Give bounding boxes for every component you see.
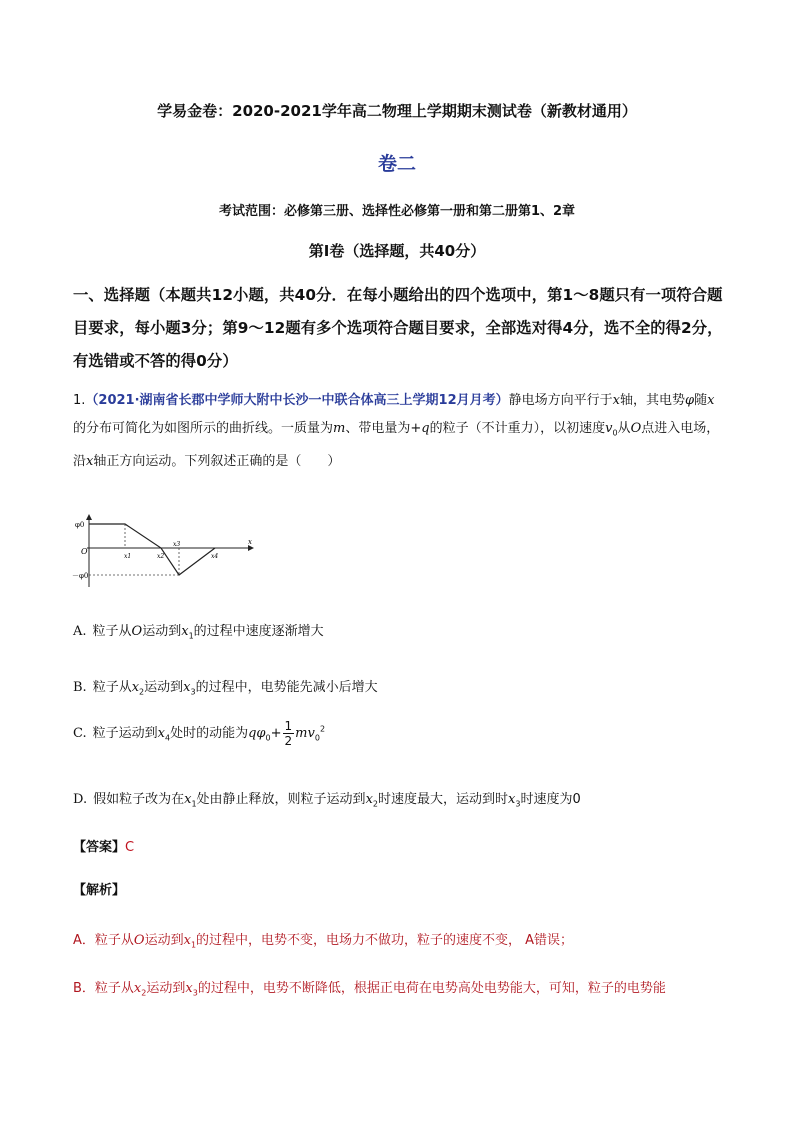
option-sub: 0 <box>265 733 271 743</box>
answer-line <box>73 836 134 855</box>
exam-title: 学易金卷：2020-2021学年高二物理上学期期末测试卷（新教材通用） <box>157 102 637 120</box>
option-c[interactable] <box>73 719 325 748</box>
option-text: 处由静止释放，则粒子运动到 <box>196 792 366 807</box>
analysis-heading: 【解析】 <box>73 883 126 898</box>
exam-scope: 考试范围：必修第三册、选择性必修第一册和第二册第1、2章 <box>218 204 576 219</box>
stem-text: 点进入电场，沿 <box>73 421 720 469</box>
stem-text: 静电场方向平行于 <box>508 393 613 408</box>
fraction-one-half <box>283 719 295 748</box>
analysis-sub: 1 <box>190 940 197 950</box>
option-text: 时速度为0 <box>520 792 581 807</box>
stem-text: 随 <box>694 393 708 408</box>
option-sub: 4 <box>164 733 171 743</box>
analysis-text: 的过程中，电势不变，电场力不做功，粒子的速度不变， A错误； <box>196 933 574 948</box>
analysis-text: 的过程中，电势不断降低，根据正电荷在电势高处电势能大，可知，粒子的电势能 <box>197 981 666 996</box>
question-number: 1. <box>73 393 86 408</box>
label-neg-phi0: －φ0 <box>72 572 89 580</box>
option-var: x <box>157 726 165 741</box>
stem-var: x <box>612 393 620 408</box>
analysis-sub: 3 <box>192 988 198 998</box>
option-sub: 1 <box>188 631 194 641</box>
option-label: D. <box>73 792 88 807</box>
option-b[interactable] <box>73 676 378 697</box>
y-axis-arrow <box>86 514 92 520</box>
option-text: 的过程中，电势能先减小后增大 <box>195 680 378 695</box>
plus-sign: + <box>270 726 282 741</box>
option-sup: 2 <box>319 724 326 734</box>
option-text: 假如粒子改为在 <box>93 792 185 807</box>
option-var: x <box>183 680 191 695</box>
analysis-a <box>73 929 733 950</box>
option-text: 粒子运动到 <box>92 726 158 741</box>
section-instructions: 一、选择题（本题共12小题，共40分．在每小题给出的四个选项中，第1～8题只有一项符合题目要求，每小题3分；第9～12题有多个选项符合题目要求，全部选对得4分，选不全的得2分，有选错或不答的得0分） <box>73 286 723 370</box>
paper-volume-title: 卷二 <box>377 153 416 175</box>
label-x-axis: x <box>248 538 252 546</box>
stem-text: 的分布可简化为如图所示的曲折线。一质量为 <box>73 421 334 436</box>
stem-text: 轴正方向运动。下列叙述正确的是（ ） <box>93 453 341 469</box>
option-var: mv <box>295 726 315 741</box>
option-var: x <box>508 792 516 807</box>
fraction-denominator: 2 <box>284 734 293 748</box>
stem-text: 的粒子（不计重力），以初速度 <box>429 421 606 436</box>
label-x3: x3 <box>173 541 181 548</box>
stem-text: 从 <box>617 421 631 436</box>
option-var: x <box>184 792 192 807</box>
part-heading: 第Ⅰ卷（选择题，共40分） <box>308 242 486 260</box>
option-sub: 1 <box>191 799 197 809</box>
option-text: 时速度最大，运动到时 <box>378 792 509 807</box>
stem-var: m <box>333 421 346 436</box>
option-sub: 3 <box>190 687 196 697</box>
analysis-text: A．粒子从 <box>73 933 134 948</box>
option-text: 粒子从 <box>92 680 132 695</box>
option-text: 的过程中速度逐渐增大 <box>193 624 324 639</box>
option-label: A. <box>73 624 87 639</box>
option-sub: 3 <box>515 799 521 809</box>
label-x4: x4 <box>211 553 219 560</box>
option-text: 运动到 <box>142 624 182 639</box>
option-label: C. <box>73 726 87 741</box>
option-var: O <box>131 624 143 639</box>
answer-heading: 【答案】 <box>73 840 126 855</box>
option-var: x <box>365 792 373 807</box>
analysis-var: x <box>185 981 193 996</box>
stem-var: φ <box>685 393 695 408</box>
analysis-var: x <box>183 933 191 948</box>
option-a[interactable] <box>73 620 324 641</box>
analysis-sub: 2 <box>141 988 147 998</box>
analysis-text: 运动到 <box>146 981 186 996</box>
option-text: 处时的动能为 <box>170 726 249 741</box>
option-d[interactable] <box>73 788 581 809</box>
fraction-numerator: 1 <box>284 719 293 733</box>
stem-var: O <box>630 421 642 436</box>
option-var: x <box>131 680 140 695</box>
option-var: x <box>181 624 189 639</box>
analysis-var: O <box>133 933 145 948</box>
answer-value: C <box>125 840 135 855</box>
option-label: B. <box>73 680 87 695</box>
stem-var: x <box>86 453 94 469</box>
stem-sub: 0 <box>612 428 618 438</box>
option-text: 运动到 <box>144 680 184 695</box>
label-phi0: φ0 <box>75 521 85 529</box>
option-var: qφ <box>248 726 266 741</box>
question-1-stem <box>73 387 723 476</box>
stem-text: 、带电量为+ <box>345 421 422 436</box>
potential-graph <box>72 512 262 592</box>
analysis-var: x <box>133 981 142 996</box>
potential-curve <box>89 524 215 575</box>
stem-var: q <box>421 421 430 436</box>
label-x1: x1 <box>124 553 132 560</box>
question-source: （2021·湖南省长郡中学师大附中长沙一中联合体高三上学期12月月考） <box>85 393 509 408</box>
analysis-text: B．粒子从 <box>73 981 134 996</box>
option-sub: 2 <box>139 687 145 697</box>
analysis-b <box>73 977 733 998</box>
stem-text: 轴，其电势 <box>619 393 685 408</box>
stem-var: v <box>605 421 613 436</box>
analysis-text: 运动到 <box>144 933 184 948</box>
label-x2: x2 <box>157 553 165 560</box>
option-sub: 0 <box>314 733 320 743</box>
option-sub: 2 <box>372 799 378 809</box>
stem-var: x <box>707 393 715 408</box>
label-origin: O <box>81 547 88 556</box>
option-text: 粒子从 <box>92 624 132 639</box>
